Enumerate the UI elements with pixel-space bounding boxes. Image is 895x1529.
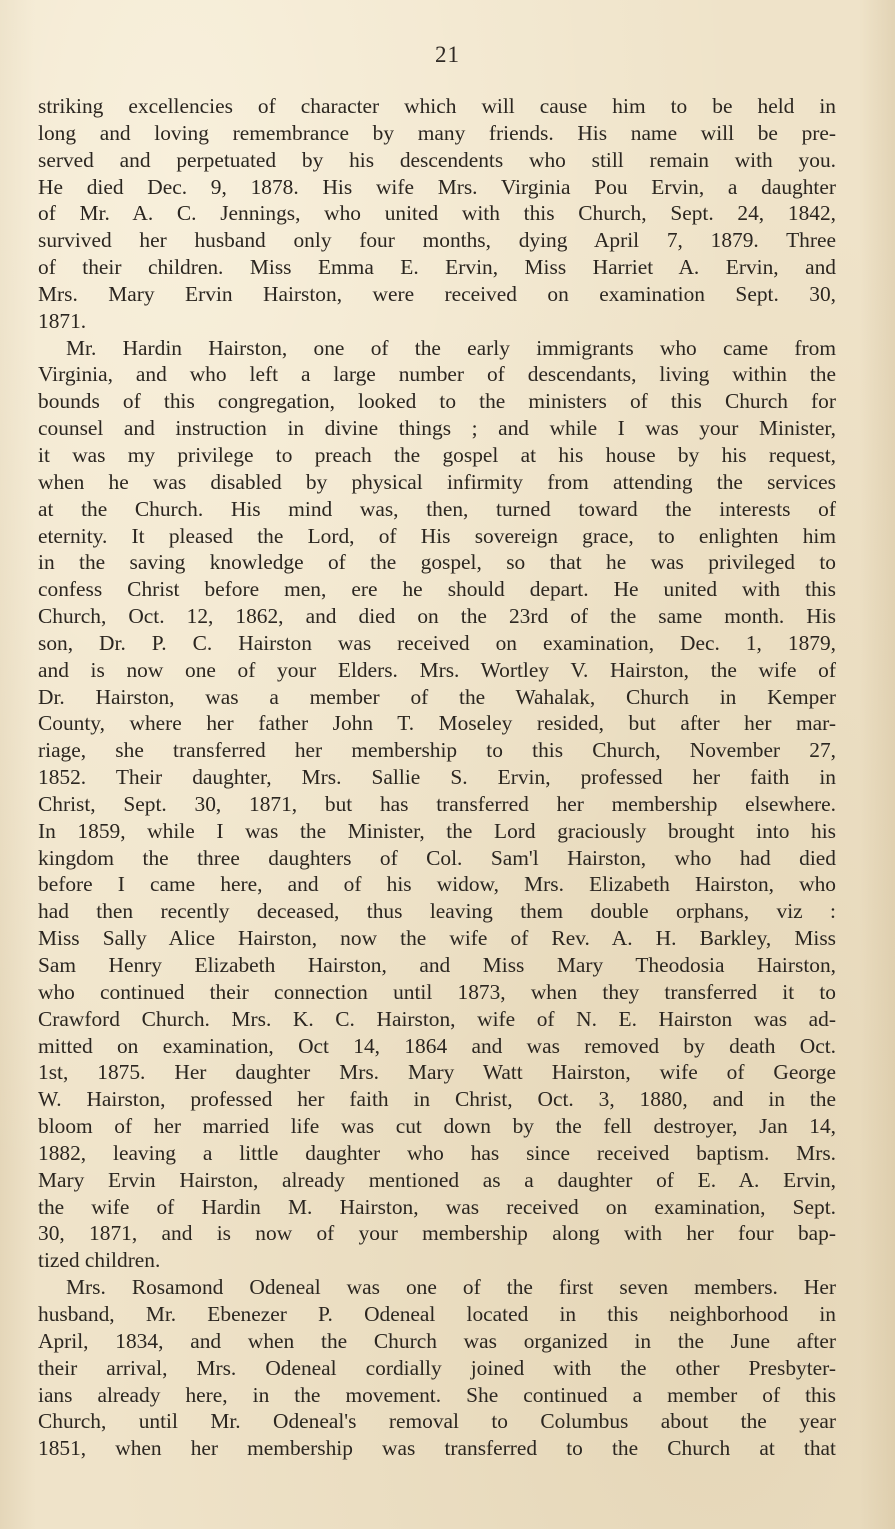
text-line: tized children. [38, 1248, 161, 1273]
text-line: served and perpetuated by his descendents who still remain with you. [38, 147, 836, 172]
text-line: Mr. Hardin Hairston, one of the early immigrants who came from [66, 335, 836, 360]
text-line: mitted on examination, Oct 14, 1864 and was removed by death Oct. [38, 1033, 836, 1058]
text-line: had then recently deceased, thus leaving them double orphans, viz : [38, 899, 836, 924]
text-line: Crawford Church. Mrs. K. C. Hairston, wife of N. E. Hairston was ad- [38, 1006, 836, 1031]
text-line: April, 1834, and when the Church was organized in the June after [38, 1328, 836, 1353]
text-line: Mary Ervin Hairston, already mentioned as a daughter of E. A. Ervin, [38, 1167, 836, 1192]
text-line: Dr. Hairston, was a member of the Wahalak, Church in Kemper [38, 684, 836, 709]
text-line: 1882, leaving a little daughter who has since received baptism. Mrs. [38, 1140, 836, 1165]
text-line: bloom of her married life was cut down by the fell destroyer, Jan 14, [38, 1114, 836, 1139]
text-line: riage, she transferred her membership to this Church, November 27, [38, 738, 836, 763]
text-line: 1871. [38, 308, 87, 333]
text-line: 1851, when her membership was transferred to the Church at that [38, 1436, 836, 1461]
text-line: Mrs. Mary Ervin Hairston, were received on examination Sept. 30, [38, 281, 836, 306]
text-line: son, Dr. P. C. Hairston was received on examination, Dec. 1, 1879, [38, 630, 836, 655]
text-line: before I came here, and of his widow, Mrs. Elizabeth Hairston, who [38, 872, 836, 897]
text-line: 1st, 1875. Her daughter Mrs. Mary Watt Hairston, wife of George [38, 1060, 836, 1085]
text-line: Christ, Sept. 30, 1871, but has transferred her membership elsewhere. [38, 791, 836, 816]
text-line: counsel and instruction in divine things ; and while I was your Minister, [38, 416, 836, 441]
text-line: of their children. Miss Emma E. Ervin, Miss Harriet A. Ervin, and [38, 255, 836, 280]
text-line: at the Church. His mind was, then, turned toward the interests of [38, 496, 836, 521]
text-line: Sam Henry Elizabeth Hairston, and Miss Mary Theodosia Hairston, [38, 953, 836, 977]
page-number: 21 [435, 42, 460, 67]
text-line: Miss Sally Alice Hairston, now the wife of Rev. A. H. Barkley, Miss [38, 926, 836, 951]
text-line: County, where her father John T. Moseley resided, but after her mar- [38, 711, 836, 736]
paragraph-2 [38, 335, 836, 1275]
paragraph-1 [38, 93, 836, 335]
text-line: 1852. Their daughter, Mrs. Sallie S. Ervin, professed her faith in [38, 765, 836, 790]
text-line: Church, Oct. 12, 1862, and died on the 23rd of the same month. His [38, 604, 836, 629]
text-line: of Mr. A. C. Jennings, who united with this Church, Sept. 24, 1842, [38, 201, 836, 226]
text-line: He died Dec. 9, 1878. His wife Mrs. Virginia Pou Ervin, a daughter [38, 174, 836, 199]
text-line: survived her husband only four months, dying April 7, 1879. Three [38, 228, 836, 253]
text-line: W. Hairston, professed her faith in Christ, Oct. 3, 1880, and in the [38, 1087, 836, 1112]
text-line: 30, 1871, and is now of your membership along with her four bap- [38, 1221, 836, 1246]
text-line: striking excellencies of character which will cause him to be held in [38, 94, 836, 118]
text-line: husband, Mr. Ebenezer P. Odeneal located in this neighborhood in [38, 1301, 836, 1326]
text-line: Church, until Mr. Odeneal's removal to Columbus about the year [38, 1409, 836, 1434]
text-line: it was my privilege to preach the gospel at his house by his request, [38, 442, 836, 467]
text-line: long and loving remembrance by many friends. His name will be pre- [38, 120, 836, 145]
text-line: and is now one of your Elders. Mrs. Wortley V. Hairston, the wife of [38, 657, 836, 682]
text-line: eternity. It pleased the Lord, of His sovereign grace, to enlighten him [38, 523, 836, 548]
text-line: In 1859, while I was the Minister, the Lord graciously brought into his [38, 818, 836, 843]
text-line: when he was disabled by physical infirmity from attending the services [38, 469, 836, 494]
text-line: ians already here, in the movement. She continued a member of this [38, 1382, 836, 1407]
text-line: Virginia, and who left a large number of descendants, living within the [38, 362, 836, 387]
text-line: bounds of this congregation, looked to the ministers of this Church for [38, 389, 836, 414]
text-line: kingdom the three daughters of Col. Sam'l Hairston, who had died [38, 845, 836, 870]
text-line: Mrs. Rosamond Odeneal was one of the first seven members. Her [66, 1275, 836, 1300]
text-line: their arrival, Mrs. Odeneal cordially joined with the other Presbyter- [38, 1355, 836, 1380]
paragraph-3 [38, 1274, 836, 1462]
page-body-text [38, 93, 836, 1462]
text-line: in the saving knowledge of the gospel, so that he was privileged to [38, 550, 836, 575]
text-line: confess Christ before men, ere he should depart. He united with this [38, 577, 836, 602]
text-line: who continued their connection until 1873, when they transferred it to [38, 979, 836, 1004]
text-line: the wife of Hardin M. Hairston, was received on examination, Sept. [38, 1194, 836, 1219]
